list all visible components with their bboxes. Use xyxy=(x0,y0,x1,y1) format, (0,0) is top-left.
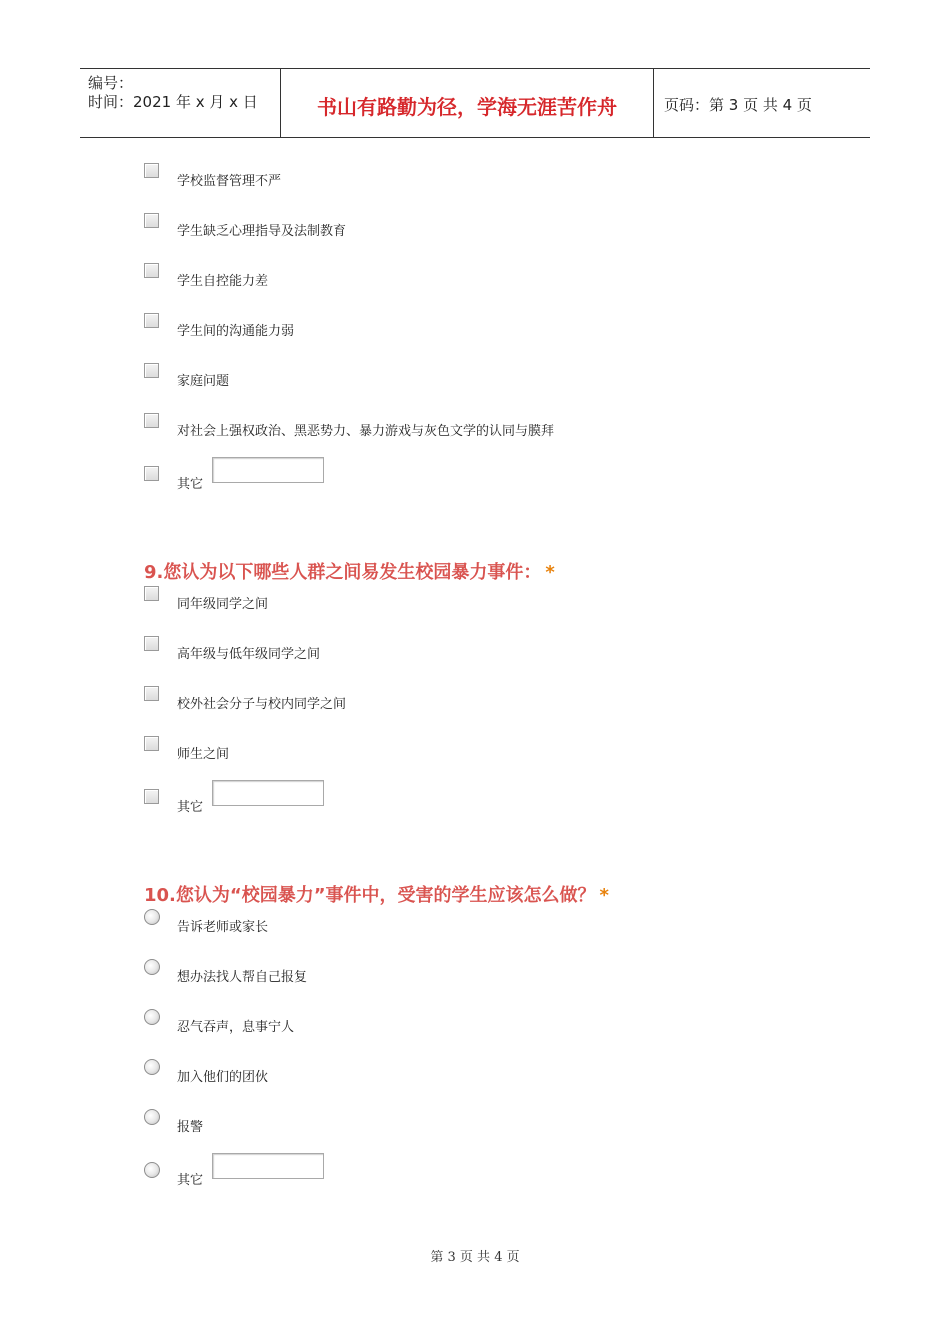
option-label: 学校监督管理不严 xyxy=(177,174,282,189)
option-label: 报警 xyxy=(177,1120,204,1135)
header-motto-cell xyxy=(281,69,654,137)
option-label: 同年级同学之间 xyxy=(177,597,269,612)
option-label: 家庭问题 xyxy=(177,374,230,389)
option-label: 加入他们的团伙 xyxy=(177,1070,269,1085)
checkbox[interactable] xyxy=(144,466,159,481)
option-label: 其它 xyxy=(177,1173,204,1188)
option-label: 高年级与低年级同学之间 xyxy=(177,647,321,662)
option-label: 师生之间 xyxy=(177,747,230,762)
checkbox[interactable] xyxy=(144,636,159,651)
option-label: 其它 xyxy=(177,477,204,492)
q9-title-text: 9.您认为以下哪些人群之间易发生校园暴力事件： xyxy=(144,562,542,583)
q9-title xyxy=(144,558,555,584)
checkbox[interactable] xyxy=(144,213,159,228)
header-meta-cell xyxy=(80,69,281,137)
radio-button[interactable] xyxy=(144,1109,160,1125)
required-mark: * xyxy=(545,562,555,583)
checkbox[interactable] xyxy=(144,413,159,428)
option-label: 对社会上强权政治、黑恶势力、暴力游戏与灰色文学的认同与膜拜 xyxy=(177,424,555,439)
date-label: 时间：2021 年 x 月 x 日 xyxy=(88,93,258,111)
option-label: 想办法找人帮自己报复 xyxy=(177,970,308,985)
checkbox[interactable] xyxy=(144,686,159,701)
page-header xyxy=(80,68,870,138)
radio-button[interactable] xyxy=(144,1059,160,1075)
page-footer: 第 3 页 共 4 页 xyxy=(430,1250,520,1265)
checkbox[interactable] xyxy=(144,586,159,601)
option-label: 忍气吞声，息事宁人 xyxy=(177,1020,295,1035)
checkbox[interactable] xyxy=(144,736,159,751)
option-label: 告诉老师或家长 xyxy=(177,920,269,935)
checkbox[interactable] xyxy=(144,313,159,328)
required-mark: * xyxy=(599,885,609,906)
option-label: 学生缺乏心理指导及法制教育 xyxy=(177,224,347,239)
checkbox[interactable] xyxy=(144,789,159,804)
other-text-input[interactable] xyxy=(212,780,324,806)
radio-button[interactable] xyxy=(144,1009,160,1025)
checkbox[interactable] xyxy=(144,263,159,278)
q10-title xyxy=(144,881,609,907)
option-label: 学生间的沟通能力弱 xyxy=(177,324,295,339)
option-label: 其它 xyxy=(177,800,204,815)
option-label: 学生自控能力差 xyxy=(177,274,269,289)
radio-button[interactable] xyxy=(144,909,160,925)
q10-title-text: 10.您认为“校园暴力”事件中，受害的学生应该怎么做？ xyxy=(144,885,596,906)
radio-button[interactable] xyxy=(144,1162,160,1178)
checkbox[interactable] xyxy=(144,363,159,378)
option-label: 校外社会分子与校内同学之间 xyxy=(177,697,347,712)
header-page-cell xyxy=(654,69,870,137)
motto-text: 书山有路勤为径，学海无涯苦作舟 xyxy=(317,95,617,119)
radio-button[interactable] xyxy=(144,959,160,975)
header-page-info: 页码：第 3 页 共 4 页 xyxy=(664,96,812,114)
number-label: 编号： xyxy=(88,74,134,92)
other-text-input[interactable] xyxy=(212,1153,324,1179)
checkbox[interactable] xyxy=(144,163,159,178)
other-text-input[interactable] xyxy=(212,457,324,483)
